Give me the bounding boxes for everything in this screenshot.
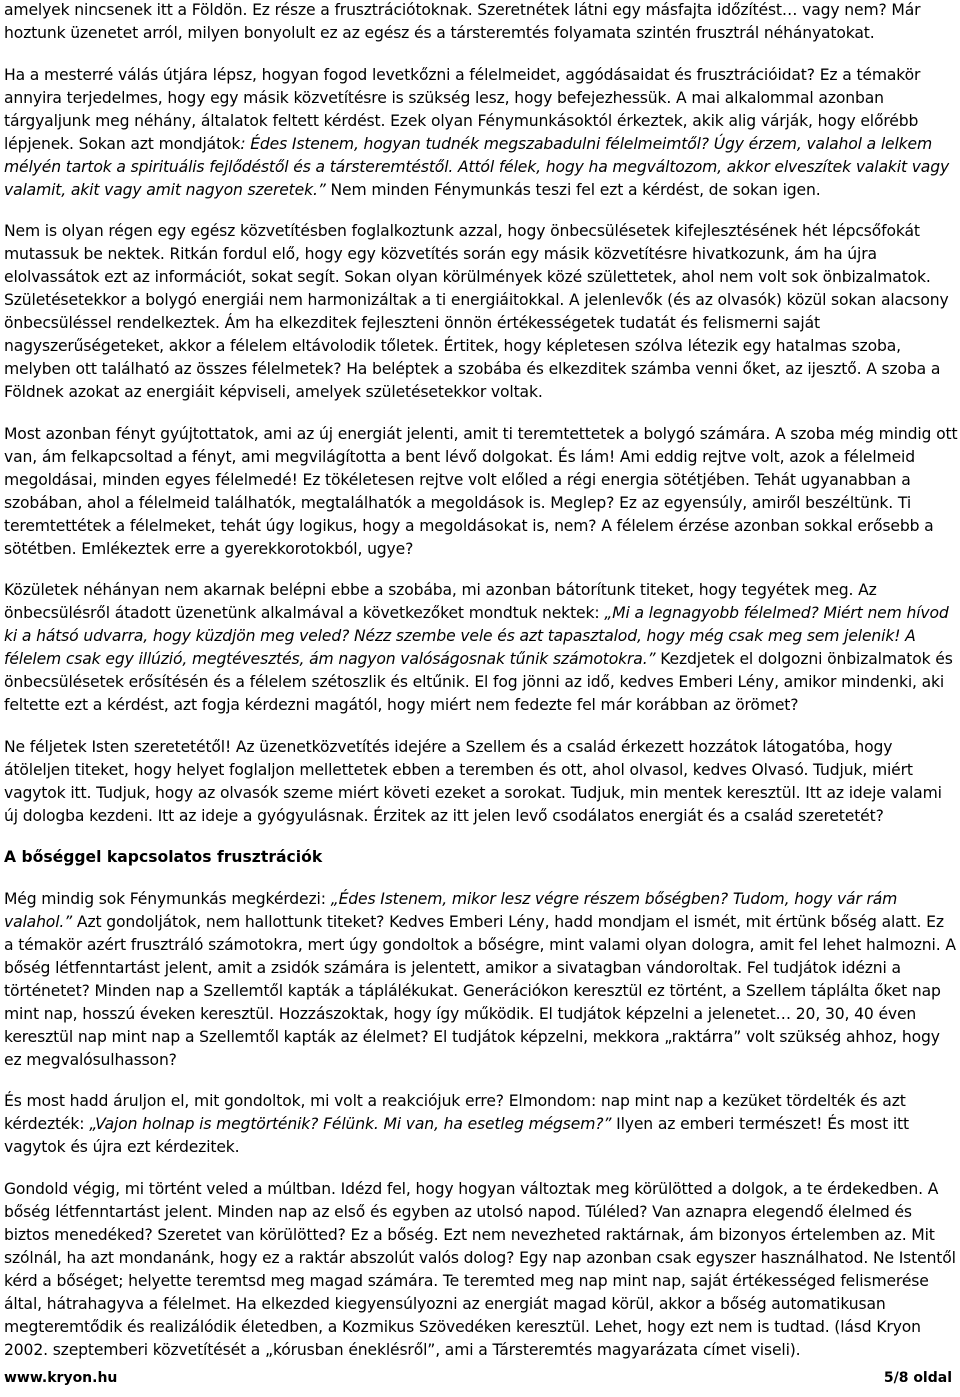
paragraph <box>4 736 958 828</box>
paragraph-text: Ha a mesterré válás útjára lépsz, hogyan fogod levetkőzni a félelmeidet, aggódásaidat és frusztrációidat? Ez a témakör annyira terjedelmes, hogy egy másik közvetítésre is szükség lesz, hogy befejezhessük. A mai alkalommal azonban tárgyaljunk meg néhány, általatok feltett kérdést. Ezek olyan Fénymunkásoktól érkeztek, akik alig várják, hogy előrébb lépjenek. Sokan azt mondjátok <box>4 65 921 153</box>
paragraph <box>4 1178 958 1362</box>
paragraph <box>4 423 958 561</box>
paragraph-text: Gondold végig, mi történt veled a múltban. Idézd fel, hogy hogyan változtak meg körülötted a dolgok, a te érdekedben. A bőség létfenntartást jelent. Minden nap az első és egyben az utolsó napod. Túléled? Van aznapra elegendő élelmed és biztos menedéked? Szeretet van körülötted? Ez a bőség. Ezt nem nevezheted raktárnak, ám bizonyos értelemben az. Mit szólnál, ha azt mondanánk, hogy ez a raktár abszolút valós dolog? Egy nap azonban csak egyszer használhatod. Ne Istentől kérd a bőséget; helyette teremtsd meg magad számára. Te teremted meg nap mint nap, saját értékességed felismerése által, hátrahagyva a félelmet. Ha elkezded kiegyensúlyozni az energiát magad körül, akkor a bőség automatikusan megteremtődik és realizálódik életedben, a Kozmikus Szövedéken keresztül. Lehet, hogy ezt nem is tudtad. (lásd Kryon 2002. szeptemberi közvetítését a „kórusban éneklésről”, ami a Társteremtés magyarázata címet viseli). <box>4 1179 956 1359</box>
paragraph-text: Most azonban fényt gyújtottatok, ami az új energiát jelenti, amit ti teremtettetek a bolygó számára. A szoba még mindig ott van, ám felkapcsoltad a fényt, ami megvilágította a bent lévő dolgokat. És lám! Ami eddig rejtve volt, azok a félelmeid megoldásai, minden egyes félelmedé! Ez tökéletesen rejtve volt előled a régi energia sötétjében. Tehát ugyanabban a szobában, ahol a félelmeid találhatók, megtalálhatók a megoldások is. Meglep? Ez az egyensúly, amiről beszéltünk. Ti teremtettétek a félelmeket, tehát úgy logikus, hogy a megoldásokat is, nem? A félelem érzése azonban sokkal erősebb a sötétben. Emlékeztek erre a gyerekkorotokból, ugye? <box>4 424 958 558</box>
paragraph <box>4 579 958 717</box>
section-heading: A bőséggel kapcsolatos frusztrációk <box>4 848 323 866</box>
paragraph-text: Kezdjetek el dolgozni önbizalmatok és önbecsülésetek erősítésén és a félelem szétoszlik és eltűnik. El fog jönni az idő, kedves Emberi Lény, amikor mindenki, aki feltette ezt a kérdést, azt fogja kérdezni magától, hogy miért nem fedezte fel már korábban az örömet? <box>4 650 953 714</box>
document-page <box>4 0 958 1380</box>
paragraph-text: Nem is olyan régen egy egész közvetítésben foglalkoztunk azzal, hogy önbecsülésetek kifejlesztésének hét lépcsőfokát mutassuk be nektek. Ritkán fordul elő, hogy egy közvetítés során egy másik közvetítésre hivatkozunk, ám ha újra elolvassátok ezt az információt, sokat segít. Sokan olyan körülmények közé születtetek, ahol nem volt sok önbizalmatok. Születésetekkor a bolygó energiái nem harmonizáltak a ti energiáitokkal. A jelenlevők (és az olvasók) közül sokan alacsony önbecsüléssel rendelkeztek. Ám ha elkezditek fejleszteni önnön értékességetek tudatát és felismerni saját nagyszerűségeteket, akkor a félelem eltávolodik tőletek. Értitek, hogy képletesen szólva létezik egy hatalmas szoba, melyben ott található az összes félelmetek? Ha beléptek a szobába és elkezditek számba venni őket, az ijesztő. A szoba a Földnek azokat az energiáit képviseli, amelyek születésetekkor voltak. <box>4 222 949 401</box>
footer-website: www.kryon.hu <box>4 1370 118 1386</box>
paragraph-text: Ilyen az emberi természet! És most itt vagytok és újra ezt kérdezitek. <box>4 1115 909 1156</box>
paragraph-text: Nem minden Fénymunkás teszi fel ezt a kérdést, de sokan igen. <box>325 180 821 199</box>
paragraph-text: amelyek nincsenek itt a Földön. Ez része a frusztrációtoknak. Szeretnétek látni egy másfajta időzítést… vagy nem? Már hoztunk üzenetet arról, milyen bonyolult ez az egész és a társteremtés folyamata szintén frusztrál néhányatokat. <box>4 1 921 42</box>
paragraph <box>4 220 958 404</box>
italic-quote-text: „Édes Istenem, mikor lesz végre részem bőségben? Tudom, hogy vár rám valahol.” <box>4 889 898 931</box>
paragraph-text: És most hadd áruljon el, mit gondoltok, mi volt a reakciójuk erre? Elmondom: nap mint nap a kezüket tördelték és azt kérdezték: <box>4 1092 906 1133</box>
paragraph-text: Ne féljetek Isten szeretetétől! Az üzenetközvetítés idejére a Szellem és a család érkezett hozzátok látogatóba, hogy átöleljen titeket, hogy helyet foglaljon mellettetek ebben a teremben és ott, ahol olvasol, kedves Olvasó. Tudjuk, miért vagytok itt. Tudjuk, hogy az olvasók szeme miért követi ezeket a sorokat. Tudjuk, min mentek keresztül. Itt az ideje valami új dologba kezdeni. Itt az ideje a gyógyulásnak. Érzitek az itt jelen levő csodálatos energiát és a család szeretetét? <box>4 737 942 825</box>
italic-quote-text: : Édes Istenem, hogyan tudnék megszabadulni félelmeimtől? Úgy érzem, valahol a lelkem mélyén tartok a spirituális fejlődéstől és a társteremtéstől. Attól félek, hogy ha megváltozom, akkor elveszítek valakit vagy valamit, akit vagy amit nagyon szeretek.” <box>4 134 950 199</box>
paragraph <box>4 1090 958 1159</box>
paragraph-text: Azt gondoljátok, nem hallottunk titeket? Kedves Emberi Lény, hadd mondjam el ismét, mit értünk bőség alatt. Ez a témakör azért frusztráló számotokra, mert úgy gondoltok a bőségre, mint valami olyan dologra, amit fel lehet halmozni. A bőség létfenntartást jelent, amit a zsidók számára is jelentett, amikor a sivatagban vándoroltak. Fel tudjátok idézni a történetet? Minden nap a Szellemtől kapták a táplálékukat. Generációkon keresztül ez történt, a Szellem táplálta őket nap mint nap, hosszú éveken keresztül. Hozzászoktak, hogy így működik. El tudjátok képzelni a jelenetet… 20, 30, 40 éven keresztül nap mint nap a Szellemtől kapták az élelmet? El tudjátok képzelni, mekkora „raktárra” volt szükség ahhoz, hogy ez megvalósulhasson? <box>4 912 956 1069</box>
paragraph <box>4 888 958 1072</box>
body-text-section-1 <box>4 0 958 828</box>
footer-page-number: 5/8 oldal <box>883 1370 952 1386</box>
paragraph-text: Még mindig sok Fénymunkás megkérdezi: <box>4 889 331 908</box>
italic-quote-text: „Vajon holnap is megtörténik? Félünk. Mi van, ha esetleg mégsem?” <box>89 1115 612 1133</box>
body-text-section-2 <box>4 888 958 1362</box>
paragraph <box>4 0 958 45</box>
paragraph <box>4 64 958 202</box>
italic-quote-text: „Mi a legnagyobb félelmed? Miért nem hívod ki a hátsó udvarra, hogy küzdjön meg veled? Nézz szembe vele és azt tapasztalod, hogy még csak meg sem jelenik! A félelem csak egy illúzió, megtévesztés, ám nagyon valóságosnak tűnik számotokra.” <box>4 604 949 668</box>
paragraph-text: Közületek néhányan nem akarnak belépni ebbe a szobába, mi azonban bátorítunk titeket, hogy tegyétek meg. Az önbecsülésről átadott üzenetünk alkalmával a következőket mondtuk nektek: <box>4 581 877 622</box>
